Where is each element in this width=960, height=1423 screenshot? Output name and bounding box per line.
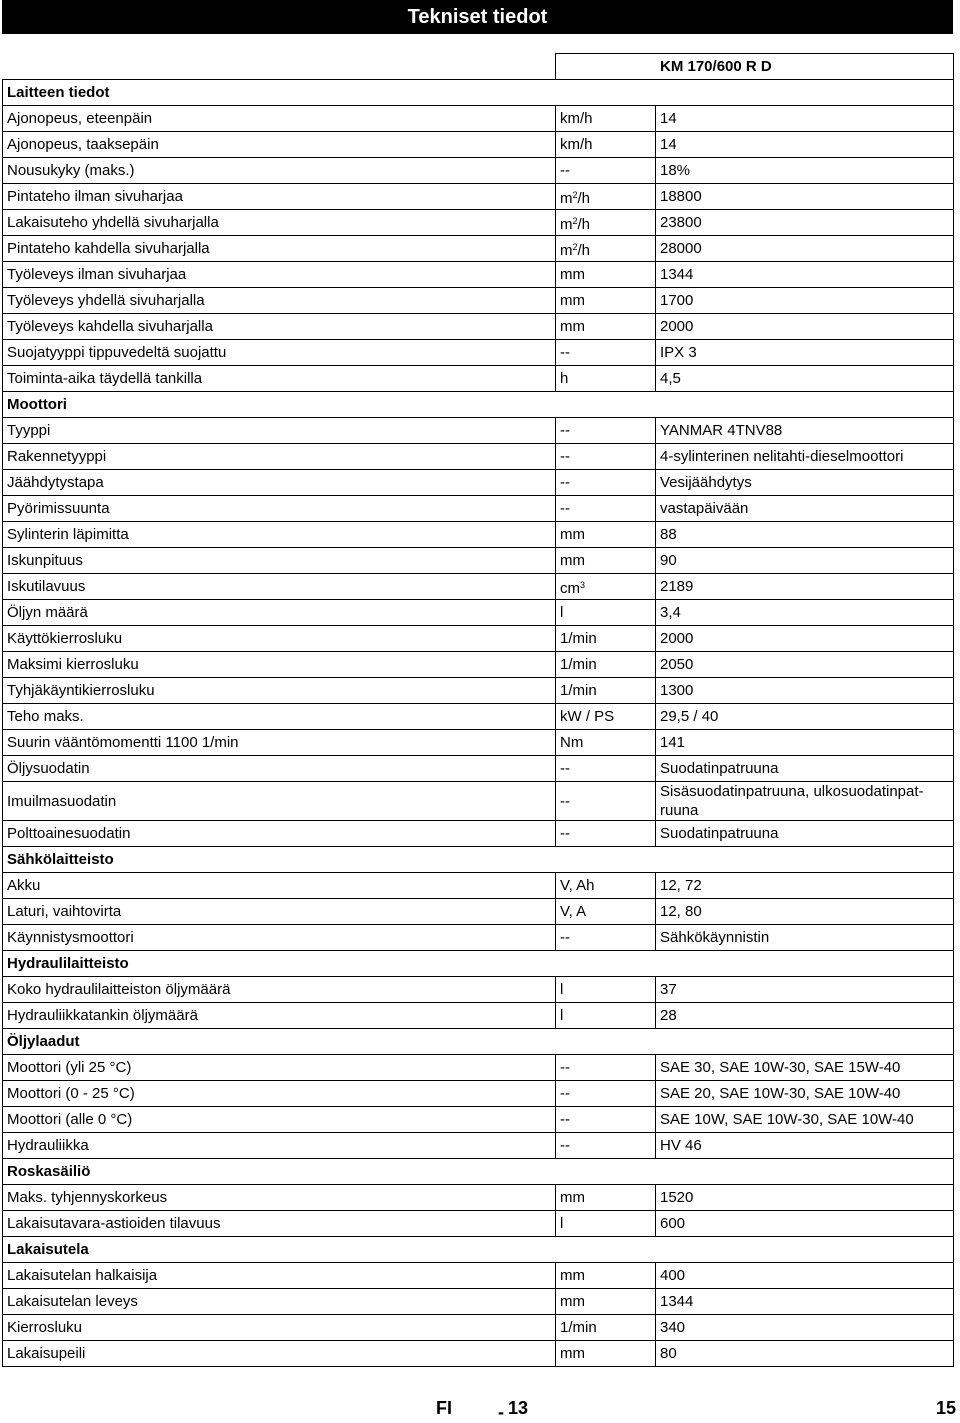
- section-header-row: [3, 80, 954, 106]
- spec-unit: [556, 548, 656, 574]
- spec-label: Lakaisutavara-astioiden tilavuus: [3, 1211, 556, 1237]
- spec-label: Koko hydraulilaitteiston öljymäärä: [3, 977, 556, 1003]
- footer-page-local: 13: [508, 1398, 529, 1418]
- spec-label: Tyyppi: [3, 418, 556, 444]
- spec-label: Lakaisupeili: [3, 1341, 556, 1367]
- unit-superscript: 2: [572, 241, 578, 252]
- unit-text: --: [560, 825, 570, 842]
- spec-value: 90: [656, 548, 954, 574]
- spec-label: Työleveys kahdella sivuharjalla: [3, 314, 556, 340]
- unit-text: 1/min: [560, 630, 597, 647]
- spec-row: [3, 1003, 954, 1029]
- spec-unit: [556, 925, 656, 951]
- spec-row: [3, 626, 954, 652]
- spec-unit: [556, 366, 656, 392]
- spec-label: Pintateho kahdella sivuharjalla: [3, 236, 556, 262]
- unit-text: --: [560, 1085, 570, 1102]
- spec-value: 340: [656, 1315, 954, 1341]
- spec-label: Käynnistysmoottori: [3, 925, 556, 951]
- spec-unit: [556, 314, 656, 340]
- unit-text: mm: [560, 1293, 585, 1310]
- spec-value: 12, 72: [656, 873, 954, 899]
- spec-value: 3,4: [656, 600, 954, 626]
- spec-value: YANMAR 4TNV88: [656, 418, 954, 444]
- spec-row: [3, 314, 954, 340]
- section-header-row: [3, 1159, 954, 1185]
- spec-unit: [556, 873, 656, 899]
- unit-text: --: [560, 448, 570, 465]
- spec-row: [3, 496, 954, 522]
- spec-unit: [556, 210, 656, 236]
- spec-unit: [556, 574, 656, 600]
- spec-label: Kierrosluku: [3, 1315, 556, 1341]
- spec-row: [3, 132, 954, 158]
- spec-value: 18800: [656, 184, 954, 210]
- spec-row: [3, 1289, 954, 1315]
- spec-label: Akku: [3, 873, 556, 899]
- section-header-row: [3, 1237, 954, 1263]
- unit-text: l: [560, 604, 564, 621]
- spec-table: [2, 53, 954, 1367]
- unit-text: --: [560, 792, 570, 810]
- spec-value: 400: [656, 1263, 954, 1289]
- spec-unit: [556, 1263, 656, 1289]
- unit-text: kW / PS: [560, 708, 615, 725]
- unit-superscript: 2: [572, 189, 578, 200]
- unit-tail: /h: [577, 189, 591, 207]
- spec-row: [3, 704, 954, 730]
- spec-label: Työleveys ilman sivuharjaa: [3, 262, 556, 288]
- spec-row: [3, 210, 954, 236]
- spec-unit: [556, 1081, 656, 1107]
- page-title: Tekniset tiedot: [2, 0, 953, 34]
- unit-text: m: [560, 189, 573, 207]
- spec-label: Laturi, vaihtovirta: [3, 899, 556, 925]
- spec-value: 12, 80: [656, 899, 954, 925]
- spec-value: 28000: [656, 236, 954, 262]
- spec-row: [3, 600, 954, 626]
- spec-value: 1700: [656, 288, 954, 314]
- unit-text: --: [560, 162, 570, 179]
- model-header-row: [3, 54, 954, 80]
- unit-text: mm: [560, 292, 585, 309]
- spec-row: [3, 730, 954, 756]
- spec-row: [3, 925, 954, 951]
- spec-unit: [556, 444, 656, 470]
- unit-text: km/h: [560, 110, 593, 127]
- section-title: Öljylaadut: [3, 1029, 954, 1055]
- spec-row: [3, 1185, 954, 1211]
- spec-value: 2000: [656, 314, 954, 340]
- unit-text: mm: [560, 552, 585, 569]
- spec-unit: [556, 1211, 656, 1237]
- unit-text: mm: [560, 318, 585, 335]
- spec-label: Iskutilavuus: [3, 574, 556, 600]
- unit-text: mm: [560, 526, 585, 543]
- spec-label: Hydrauliikkatankin öljymäärä: [3, 1003, 556, 1029]
- unit-text: mm: [560, 1189, 585, 1206]
- spec-value: 23800: [656, 210, 954, 236]
- unit-text: cm: [560, 579, 580, 597]
- unit-text: mm: [560, 266, 585, 283]
- spec-row: [3, 678, 954, 704]
- spec-unit: [556, 1003, 656, 1029]
- spec-row: [3, 184, 954, 210]
- unit-text: --: [560, 422, 570, 439]
- spec-row: [3, 1055, 954, 1081]
- spec-label: Lakaisutelan halkaisija: [3, 1263, 556, 1289]
- spec-label: Toiminta-aika täydellä tankilla: [3, 366, 556, 392]
- spec-value: 4-sylinterinen nelitahti-dieselmoottori: [656, 444, 954, 470]
- spec-label: Pyörimissuunta: [3, 496, 556, 522]
- spec-value: vastapäivään: [656, 496, 954, 522]
- spec-row: [3, 821, 954, 847]
- section-header-row: [3, 1029, 954, 1055]
- spec-unit: [556, 730, 656, 756]
- spec-unit: [556, 158, 656, 184]
- spec-value: HV 46: [656, 1133, 954, 1159]
- spec-value: 1344: [656, 1289, 954, 1315]
- spec-row: [3, 1211, 954, 1237]
- section-title: Moottori: [3, 392, 954, 418]
- spec-value: 88: [656, 522, 954, 548]
- spec-label: Jäähdytystapa: [3, 470, 556, 496]
- spec-label: Imuilmasuodatin: [3, 782, 556, 821]
- spec-row: [3, 574, 954, 600]
- unit-text: l: [560, 1007, 564, 1024]
- spec-value: 18%: [656, 158, 954, 184]
- spec-value: 1520: [656, 1185, 954, 1211]
- spec-value: 600: [656, 1211, 954, 1237]
- spec-row: [3, 288, 954, 314]
- unit-text: m: [560, 215, 573, 233]
- unit-text: --: [560, 1111, 570, 1128]
- spec-label: Hydrauliikka: [3, 1133, 556, 1159]
- spec-unit: [556, 782, 656, 821]
- spec-value: 80: [656, 1341, 954, 1367]
- unit-text: V, A: [560, 903, 587, 920]
- spec-label: Ajonopeus, taaksepäin: [3, 132, 556, 158]
- model-name: KM 170/600 R D: [556, 54, 954, 80]
- spec-value: Suodatinpatruuna: [656, 756, 954, 782]
- spec-label: Suojatyyppi tippuvedeltä suojattu: [3, 340, 556, 366]
- spec-value: 14: [656, 132, 954, 158]
- spec-unit: [556, 106, 656, 132]
- spec-unit: [556, 600, 656, 626]
- spec-value: 1344: [656, 262, 954, 288]
- spec-row: [3, 444, 954, 470]
- spec-unit: [556, 756, 656, 782]
- spec-label: Käyttökierrosluku: [3, 626, 556, 652]
- unit-text: --: [560, 344, 570, 361]
- unit-text: --: [560, 760, 570, 777]
- spec-unit: [556, 288, 656, 314]
- spec-value: SAE 10W, SAE 10W-30, SAE 10W-40: [656, 1107, 954, 1133]
- spec-label: Lakaisutelan leveys: [3, 1289, 556, 1315]
- spec-unit: [556, 1341, 656, 1367]
- spec-label: Työleveys yhdellä sivuharjalla: [3, 288, 556, 314]
- spec-label: Iskunpituus: [3, 548, 556, 574]
- spec-label: Pintateho ilman sivuharjaa: [3, 184, 556, 210]
- spec-value: 2000: [656, 626, 954, 652]
- section-header-row: [3, 847, 954, 873]
- unit-text: l: [560, 981, 564, 998]
- spec-unit: [556, 236, 656, 262]
- spec-row: [3, 1315, 954, 1341]
- spec-unit: [556, 704, 656, 730]
- spec-value: Suodatinpatruuna: [656, 821, 954, 847]
- footer-page-number: 15: [936, 1398, 957, 1418]
- unit-tail: /h: [577, 215, 591, 233]
- spec-label: Ajonopeus, eteenpäin: [3, 106, 556, 132]
- spec-unit: [556, 470, 656, 496]
- spec-value: SAE 30, SAE 10W-30, SAE 15W-40: [656, 1055, 954, 1081]
- spec-unit: [556, 1133, 656, 1159]
- unit-text: h: [560, 370, 569, 387]
- spec-row: [3, 977, 954, 1003]
- spec-value: 2189: [656, 574, 954, 600]
- spec-row: [3, 340, 954, 366]
- spec-label: Moottori (alle 0 °C): [3, 1107, 556, 1133]
- spec-unit: [556, 821, 656, 847]
- spec-unit: [556, 132, 656, 158]
- spec-value: 37: [656, 977, 954, 1003]
- spec-unit: [556, 678, 656, 704]
- unit-text: mm: [560, 1267, 585, 1284]
- unit-superscript: 2: [572, 215, 578, 226]
- spec-value: Sähkökäynnistin: [656, 925, 954, 951]
- unit-text: mm: [560, 1345, 585, 1362]
- section-title: Laitteen tiedot: [3, 80, 954, 106]
- spec-unit: [556, 522, 656, 548]
- spec-value: 29,5 / 40: [656, 704, 954, 730]
- spec-row: [3, 899, 954, 925]
- spec-value: SAE 20, SAE 10W-30, SAE 10W-40: [656, 1081, 954, 1107]
- section-header-row: [3, 392, 954, 418]
- spec-row: [3, 418, 954, 444]
- spec-unit: [556, 1289, 656, 1315]
- spec-label: Nousukyky (maks.): [3, 158, 556, 184]
- section-title: Sähkölaitteisto: [3, 847, 954, 873]
- spec-unit: [556, 1315, 656, 1341]
- spec-row: [3, 1263, 954, 1289]
- spec-unit: [556, 340, 656, 366]
- unit-text: --: [560, 1059, 570, 1076]
- unit-tail: /h: [577, 241, 591, 259]
- spec-table-body: [3, 54, 954, 1367]
- spec-value: 14: [656, 106, 954, 132]
- section-title: Lakaisutela: [3, 1237, 954, 1263]
- spec-label: Moottori (0 - 25 °C): [3, 1081, 556, 1107]
- spec-value: 28: [656, 1003, 954, 1029]
- unit-text: m: [560, 241, 573, 259]
- spec-label: Maks. tyhjennyskorkeus: [3, 1185, 556, 1211]
- header-blank-cell: [3, 54, 556, 80]
- spec-value: 1300: [656, 678, 954, 704]
- spec-row: [3, 366, 954, 392]
- unit-text: km/h: [560, 136, 593, 153]
- spec-value: IPX 3: [656, 340, 954, 366]
- spec-row: [3, 652, 954, 678]
- spec-unit: [556, 418, 656, 444]
- spec-row: [3, 522, 954, 548]
- unit-text: --: [560, 474, 570, 491]
- spec-row: [3, 158, 954, 184]
- spec-label: Öljyn määrä: [3, 600, 556, 626]
- spec-unit: [556, 899, 656, 925]
- spec-label: Moottori (yli 25 °C): [3, 1055, 556, 1081]
- section-title: Hydraulilaitteisto: [3, 951, 954, 977]
- spec-unit: [556, 626, 656, 652]
- spec-label: Sylinterin läpimitta: [3, 522, 556, 548]
- spec-label: Tyhjäkäyntikierrosluku: [3, 678, 556, 704]
- unit-text: l: [560, 1215, 564, 1232]
- spec-row: [3, 756, 954, 782]
- unit-superscript: 3: [580, 579, 586, 590]
- spec-value: Vesijäähdytys: [656, 470, 954, 496]
- spec-label: Öljysuodatin: [3, 756, 556, 782]
- unit-text: --: [560, 929, 570, 946]
- spec-label: Teho maks.: [3, 704, 556, 730]
- section-title: Roskasäiliö: [3, 1159, 954, 1185]
- spec-unit: [556, 1055, 656, 1081]
- spec-row: [3, 262, 954, 288]
- footer-language: FI: [436, 1398, 452, 1418]
- spec-row: [3, 1107, 954, 1133]
- spec-label: Polttoainesuodatin: [3, 821, 556, 847]
- spec-row: [3, 1341, 954, 1367]
- section-header-row: [3, 951, 954, 977]
- spec-value: 2050: [656, 652, 954, 678]
- spec-row: [3, 782, 954, 821]
- unit-text: 1/min: [560, 1319, 597, 1336]
- unit-text: 1/min: [560, 656, 597, 673]
- spec-unit: [556, 184, 656, 210]
- unit-text: --: [560, 500, 570, 517]
- spec-row: [3, 470, 954, 496]
- spec-row: [3, 236, 954, 262]
- spec-unit: [556, 1107, 656, 1133]
- unit-text: V, Ah: [560, 877, 595, 894]
- spec-row: [3, 873, 954, 899]
- spec-label: Rakennetyyppi: [3, 444, 556, 470]
- unit-text: --: [560, 1137, 570, 1154]
- spec-unit: [556, 977, 656, 1003]
- unit-text: 1/min: [560, 682, 597, 699]
- spec-value: 141: [656, 730, 954, 756]
- spec-label: Suurin vääntömomentti 1100 1/min: [3, 730, 556, 756]
- spec-row: [3, 1133, 954, 1159]
- spec-label: Lakaisuteho yhdellä sivuharjalla: [3, 210, 556, 236]
- spec-unit: [556, 496, 656, 522]
- spec-row: [3, 548, 954, 574]
- spec-label: Maksimi kierrosluku: [3, 652, 556, 678]
- footer-dash: -: [498, 1402, 504, 1422]
- spec-unit: [556, 262, 656, 288]
- spec-value: Sisäsuodatinpatruuna, ulkosuodatinpat-ruuna: [656, 782, 954, 821]
- spec-value: 4,5: [656, 366, 954, 392]
- unit-text: Nm: [560, 734, 584, 751]
- spec-unit: [556, 652, 656, 678]
- spec-row: [3, 106, 954, 132]
- spec-unit: [556, 1185, 656, 1211]
- spec-row: [3, 1081, 954, 1107]
